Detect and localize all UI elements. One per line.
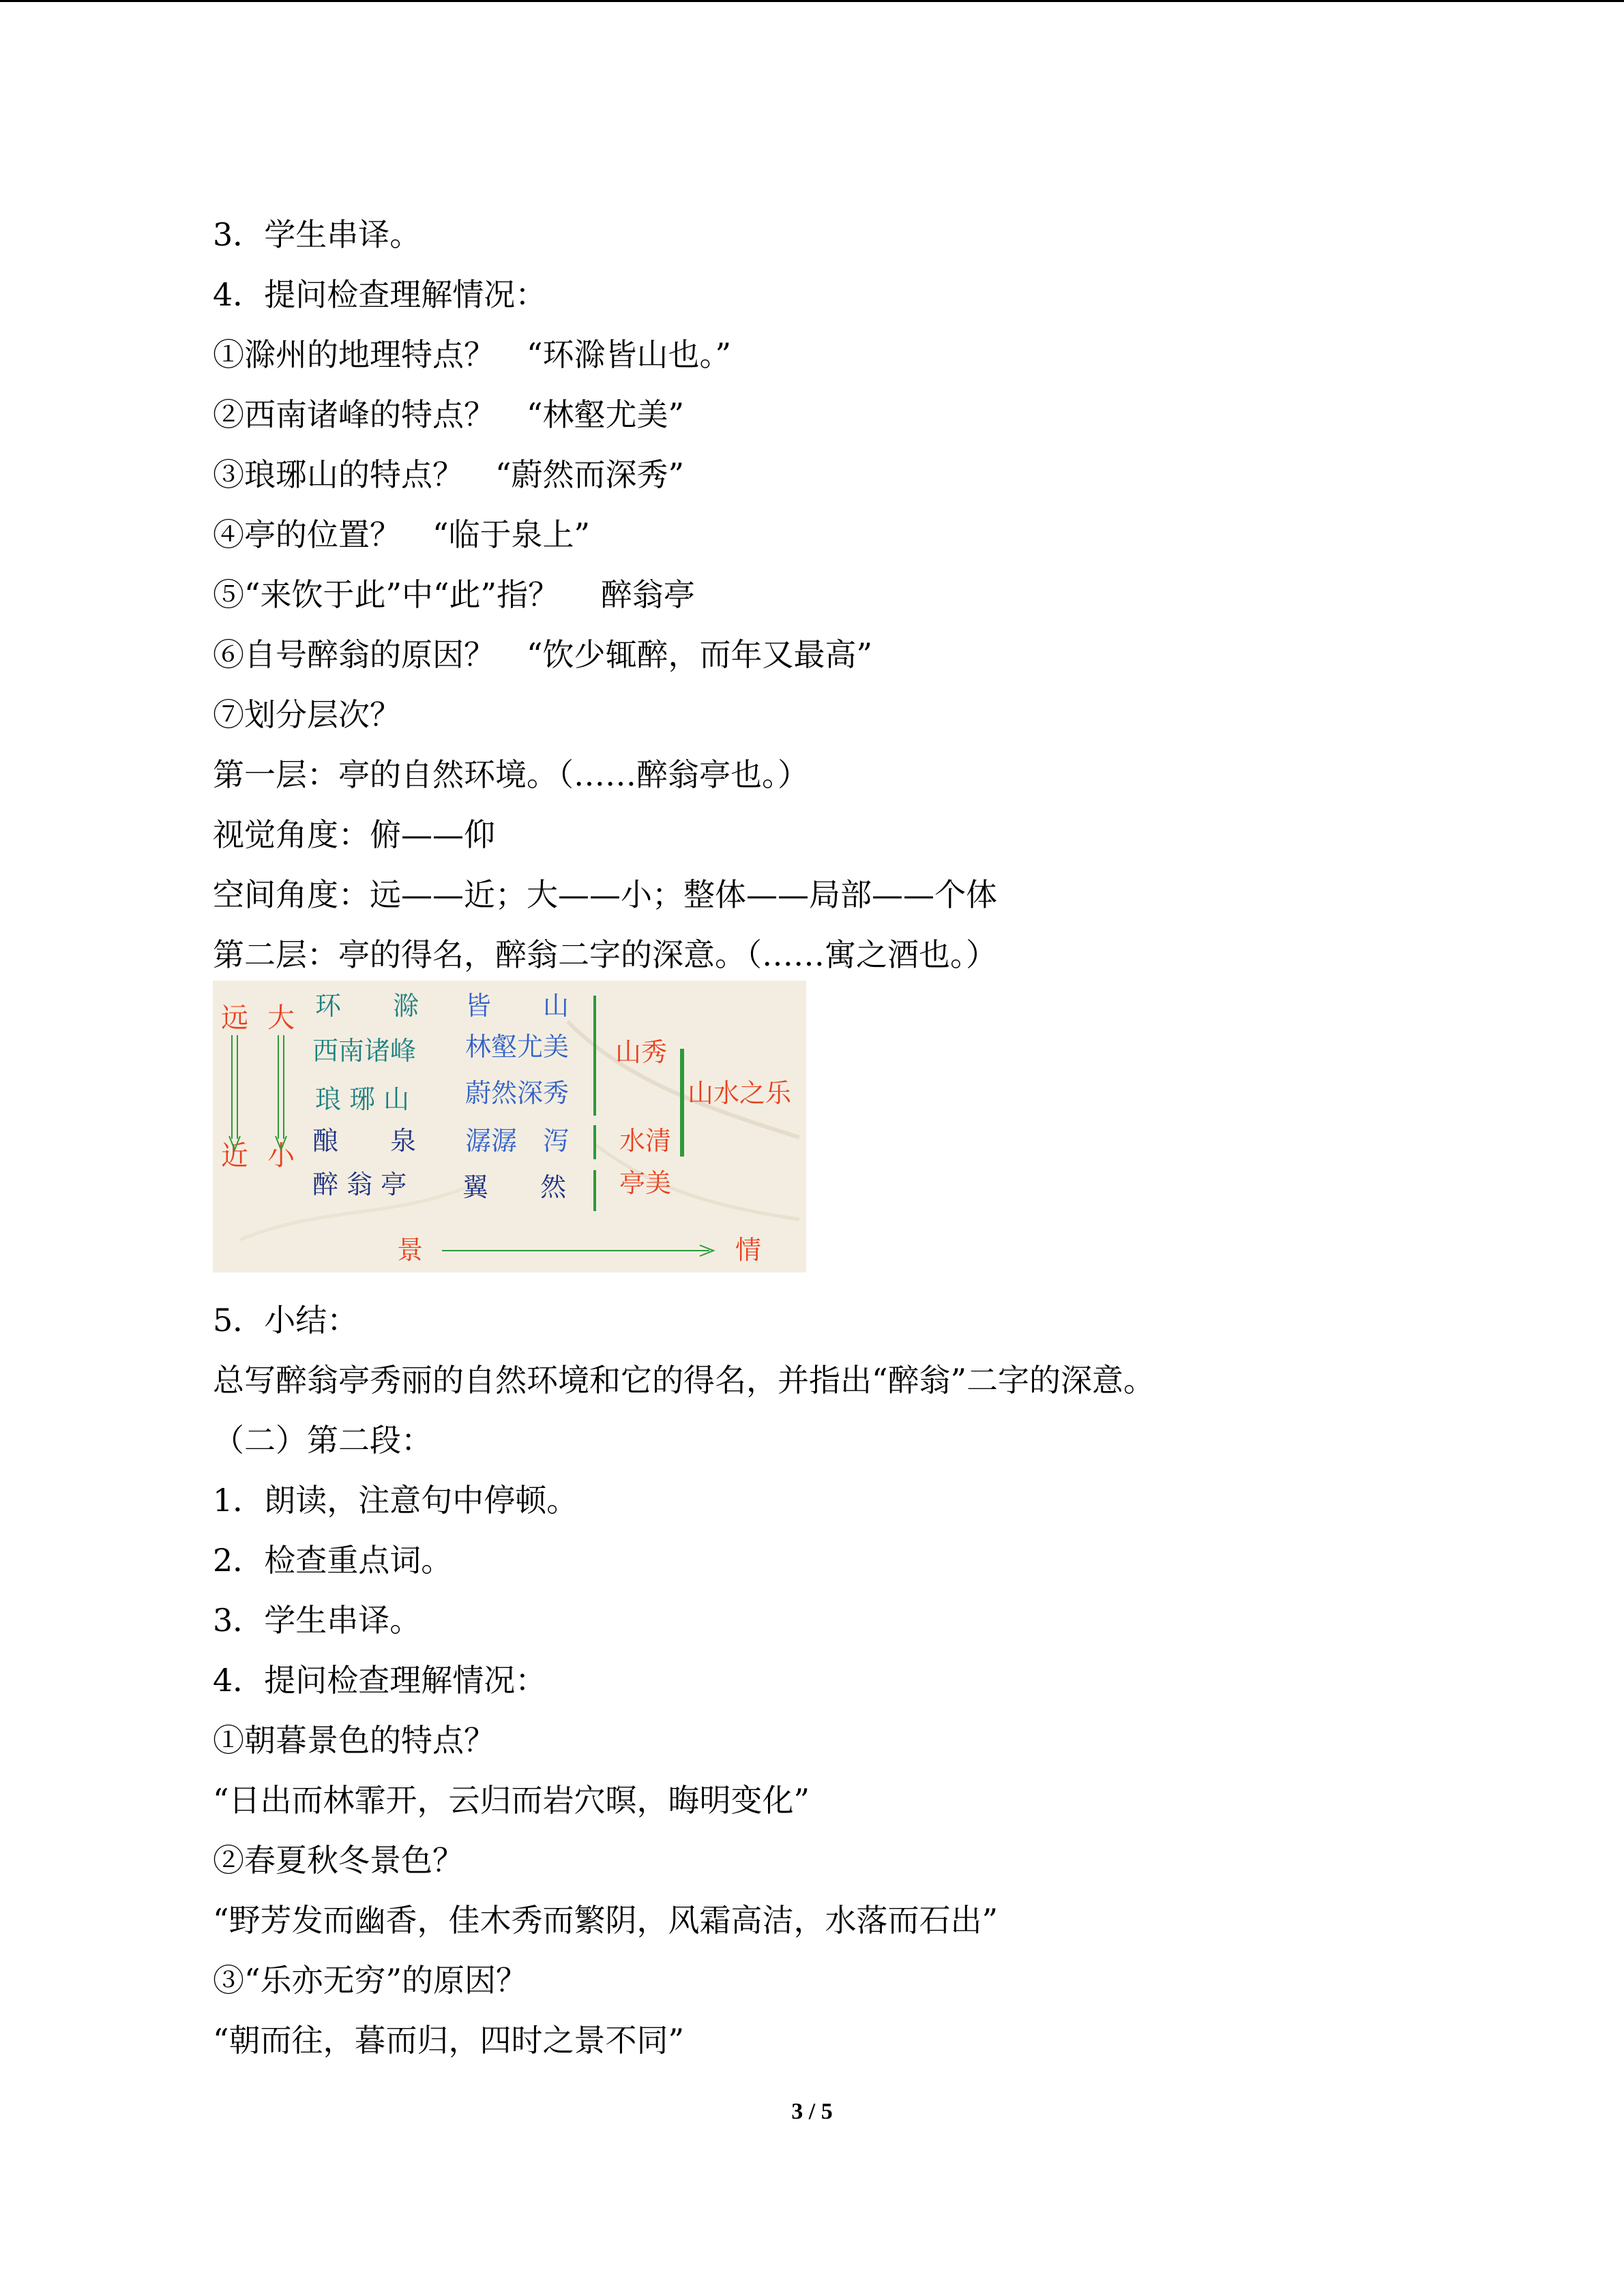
text-line: 3．学生串译。 bbox=[213, 216, 422, 253]
text-line: ②西南诸峰的特点？ “林壑尤美” bbox=[213, 396, 685, 433]
text-line: 4．提问检查理解情况： bbox=[213, 276, 547, 313]
group-mountain-label: 山秀 bbox=[615, 1037, 668, 1067]
place-item: 酿 泉 bbox=[312, 1126, 417, 1156]
structure-diagram bbox=[213, 981, 806, 1272]
place-item: 醉 翁 亭 bbox=[312, 1169, 407, 1199]
summary-label: 山水之乐 bbox=[688, 1078, 792, 1108]
text-line: ⑦划分层次？ bbox=[213, 696, 401, 733]
text-line: 4．提问检查理解情况： bbox=[213, 1662, 547, 1699]
group-pavilion-label: 亭美 bbox=[619, 1168, 672, 1198]
text-line: ③琅琊山的特点？ “蔚然而深秀” bbox=[213, 456, 685, 493]
text-line: “朝而往，暮而归，四时之景不同” bbox=[213, 2022, 685, 2059]
text-line: 3．学生串译。 bbox=[213, 1602, 422, 1639]
structure-diagram-svg bbox=[213, 981, 806, 1272]
text-line: 2．检查重点词。 bbox=[213, 1542, 453, 1579]
text-line: ①滁州的地理特点？ “环滁皆山也。” bbox=[213, 336, 732, 373]
trait-item: 翼 然 bbox=[462, 1172, 567, 1202]
text-line: ②春夏秋冬景色？ bbox=[213, 1842, 464, 1879]
far-to-near-arrow bbox=[229, 1035, 240, 1150]
text-line: ①朝暮景色的特点？ bbox=[213, 1722, 495, 1759]
scene-label: 景 bbox=[397, 1235, 424, 1265]
place-item: 琅 琊 山 bbox=[315, 1084, 410, 1114]
trait-item: 潺潺 泻 bbox=[465, 1126, 570, 1156]
text-line: “日出而林霏开，云归而岩穴暝，晦明变化” bbox=[213, 1782, 810, 1819]
page-number: 3 / 5 bbox=[791, 2099, 833, 2124]
trait-item: 皆 山 bbox=[465, 991, 570, 1021]
big-to-small-arrow bbox=[276, 1035, 286, 1150]
label-far: 远 bbox=[221, 1002, 248, 1034]
label-near: 近 bbox=[221, 1140, 248, 1172]
text-line: 空间角度：远——近；大——小；整体——局部——个体 bbox=[213, 876, 997, 913]
text-line: ④亭的位置？ “临于泉上” bbox=[213, 516, 591, 553]
page-top-border bbox=[0, 0, 1624, 2]
text-line: 1．朗读，注意句中停顿。 bbox=[213, 1482, 578, 1519]
text-line: 总写醉翁亭秀丽的自然环境和它的得名，并指出“醉翁”二字的深意。 bbox=[213, 1362, 1155, 1399]
place-item: 西南诸峰 bbox=[312, 1036, 417, 1066]
text-line: （二）第二段： bbox=[213, 1422, 432, 1459]
text-line: 5．小结： bbox=[213, 1302, 359, 1339]
text-line: 视觉角度：俯——仰 bbox=[213, 816, 495, 853]
label-small: 小 bbox=[267, 1140, 295, 1172]
text-line: 第二层：亭的得名，醉翁二字的深意。（……寓之酒也。） bbox=[213, 936, 997, 973]
label-big: 大 bbox=[267, 1002, 295, 1034]
place-item: 环 滁 bbox=[315, 991, 419, 1021]
trait-item: 蔚然深秀 bbox=[465, 1078, 570, 1108]
text-line: 第一层：亭的自然环境。（……醉翁亭也。） bbox=[213, 756, 809, 793]
text-line: ③“乐亦无穷”的原因？ bbox=[213, 1962, 528, 1999]
group-water-label: 水清 bbox=[619, 1126, 672, 1156]
text-line: “野芳发而幽香，佳木秀而繁阴，风霜高洁，水落而石出” bbox=[213, 1902, 999, 1939]
trait-item: 林壑尤美 bbox=[465, 1032, 570, 1062]
text-line: ⑤“来饮于此”中“此”指？ 醉翁亭 bbox=[213, 576, 695, 613]
text-line: ⑥自号醉翁的原因？ “饮少辄醉，而年又最高” bbox=[213, 636, 873, 673]
emotion-label: 情 bbox=[735, 1235, 762, 1265]
